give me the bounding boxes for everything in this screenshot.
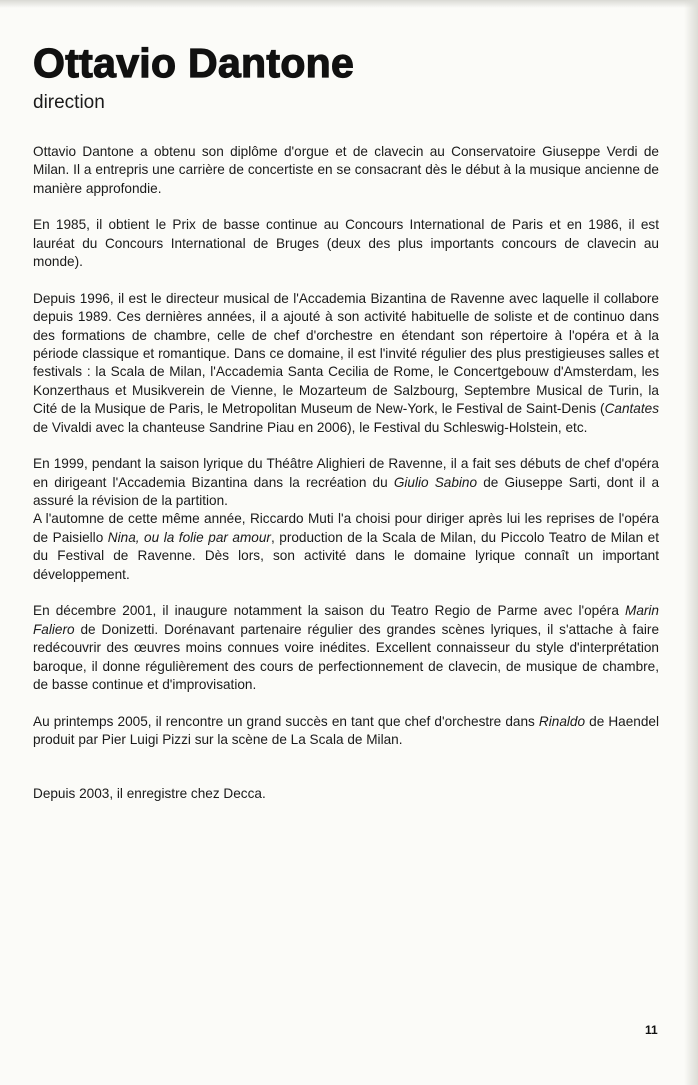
work-title: Rinaldo (538, 713, 586, 729)
paragraph-education: Ottavio Dantone a obtenu son diplôme d'orgue et de clavecin au Conservatoire Giuseppe Verdi de Milan. Il a entrepris une carrière de concertiste en se consacrant dès le début à la musique ancienne de manière approfondie. (33, 144, 659, 196)
page-number: 11 (645, 1023, 658, 1037)
paragraph-parme: En décembre 2001, il inaugure notamment la saison du Teatro Regio de Parme avec l'opéra Marin Faliero de Donizetti. Dorénavant partenaire régulier des grandes scènes lyriques, il s'attache à faire redécouvrir des œuvres moins connues voire inédites. Excellent connaisseur du style d'interprétation baroque, il donne régulièrement des cours de perfectionnement de clavecin, de musique de chambre, de basse continue et d'improvisation. (33, 603, 659, 692)
paragraph-muti: A l'automne de cette même année, Riccardo Muti l'a choisi pour diriger après lui les reprises de l'opéra de Paisiello Nina, ou la folie par amour, production de la Scala de Milan, du Piccolo Teatro de Milan et du Festival de Ravenne. Dès lors, son activité dans le domaine lyrique connaît un important développement. (33, 511, 659, 582)
page-top-edge (0, 0, 698, 8)
page-right-edge (684, 0, 698, 1085)
work-title: Marin Faliero (33, 603, 659, 637)
work-title: Giulio Sabino (393, 474, 478, 490)
page-subtitle: direction (33, 92, 105, 113)
paragraph-decca: Depuis 2003, il enregistre chez Decca. (33, 786, 266, 802)
page-title: Ottavio Dantone (33, 40, 355, 86)
paragraph-accademia-bizantina: Depuis 1996, il est le directeur musical de l'Accademia Bizantina de Ravenne avec laquelle il collabore depuis 1989. Ces dernières années, il a ajouté à son activité habituelle de soliste et de continuo dans des formations de chambre, celle de chef d'orchestre en étendant son répertoire à l'opéra et à la période classique et romantique. Dans ce domaine, il est l'invité régulier des plus prestigieuses salles et festivals : la Scala de Milan, l'Accademia Santa Cecilia de Rome, le Concertgebouw d'Amsterdam, les Konzerthaus et Musikverein de Vienne, le Mozarteum de Salzbourg, Septembre Musical de Turin, la Cité de la Musique de Paris, le Metropolitan Museum de New-York, le Festival de Saint-Denis (Cantates de Vivaldi avec la chanteuse Sandrine Piau en 2006), le Festival du Schleswig-Holstein, etc. (33, 290, 659, 435)
biography-text (33, 143, 659, 822)
paragraph-prizes: En 1985, il obtient le Prix de basse continue au Concours International de Paris et en 1986, il est lauréat du Concours International de Bruges (deux des plus importants concours de clavecin au monde). (33, 217, 659, 270)
paragraph-opera-debut: En 1999, pendant la saison lyrique du Théâtre Alighieri de Ravenne, il a fait ses débuts de chef d'opéra en dirigeant l'Accademia Bizantina dans la recréation du Giulio Sabino de Giuseppe Sarti, dont il a assuré la révision de la partition. (33, 456, 660, 509)
paragraph-rinaldo: Au printemps 2005, il rencontre un grand succès en tant que chef d'orchestre dans Rinaldo de Haendel produit par Pier Luigi Pizzi sur la scène de La Scala de Milan. (33, 713, 659, 747)
work-title: Cantates (604, 401, 659, 417)
work-title: Nina, ou la folie par amour (107, 529, 271, 545)
